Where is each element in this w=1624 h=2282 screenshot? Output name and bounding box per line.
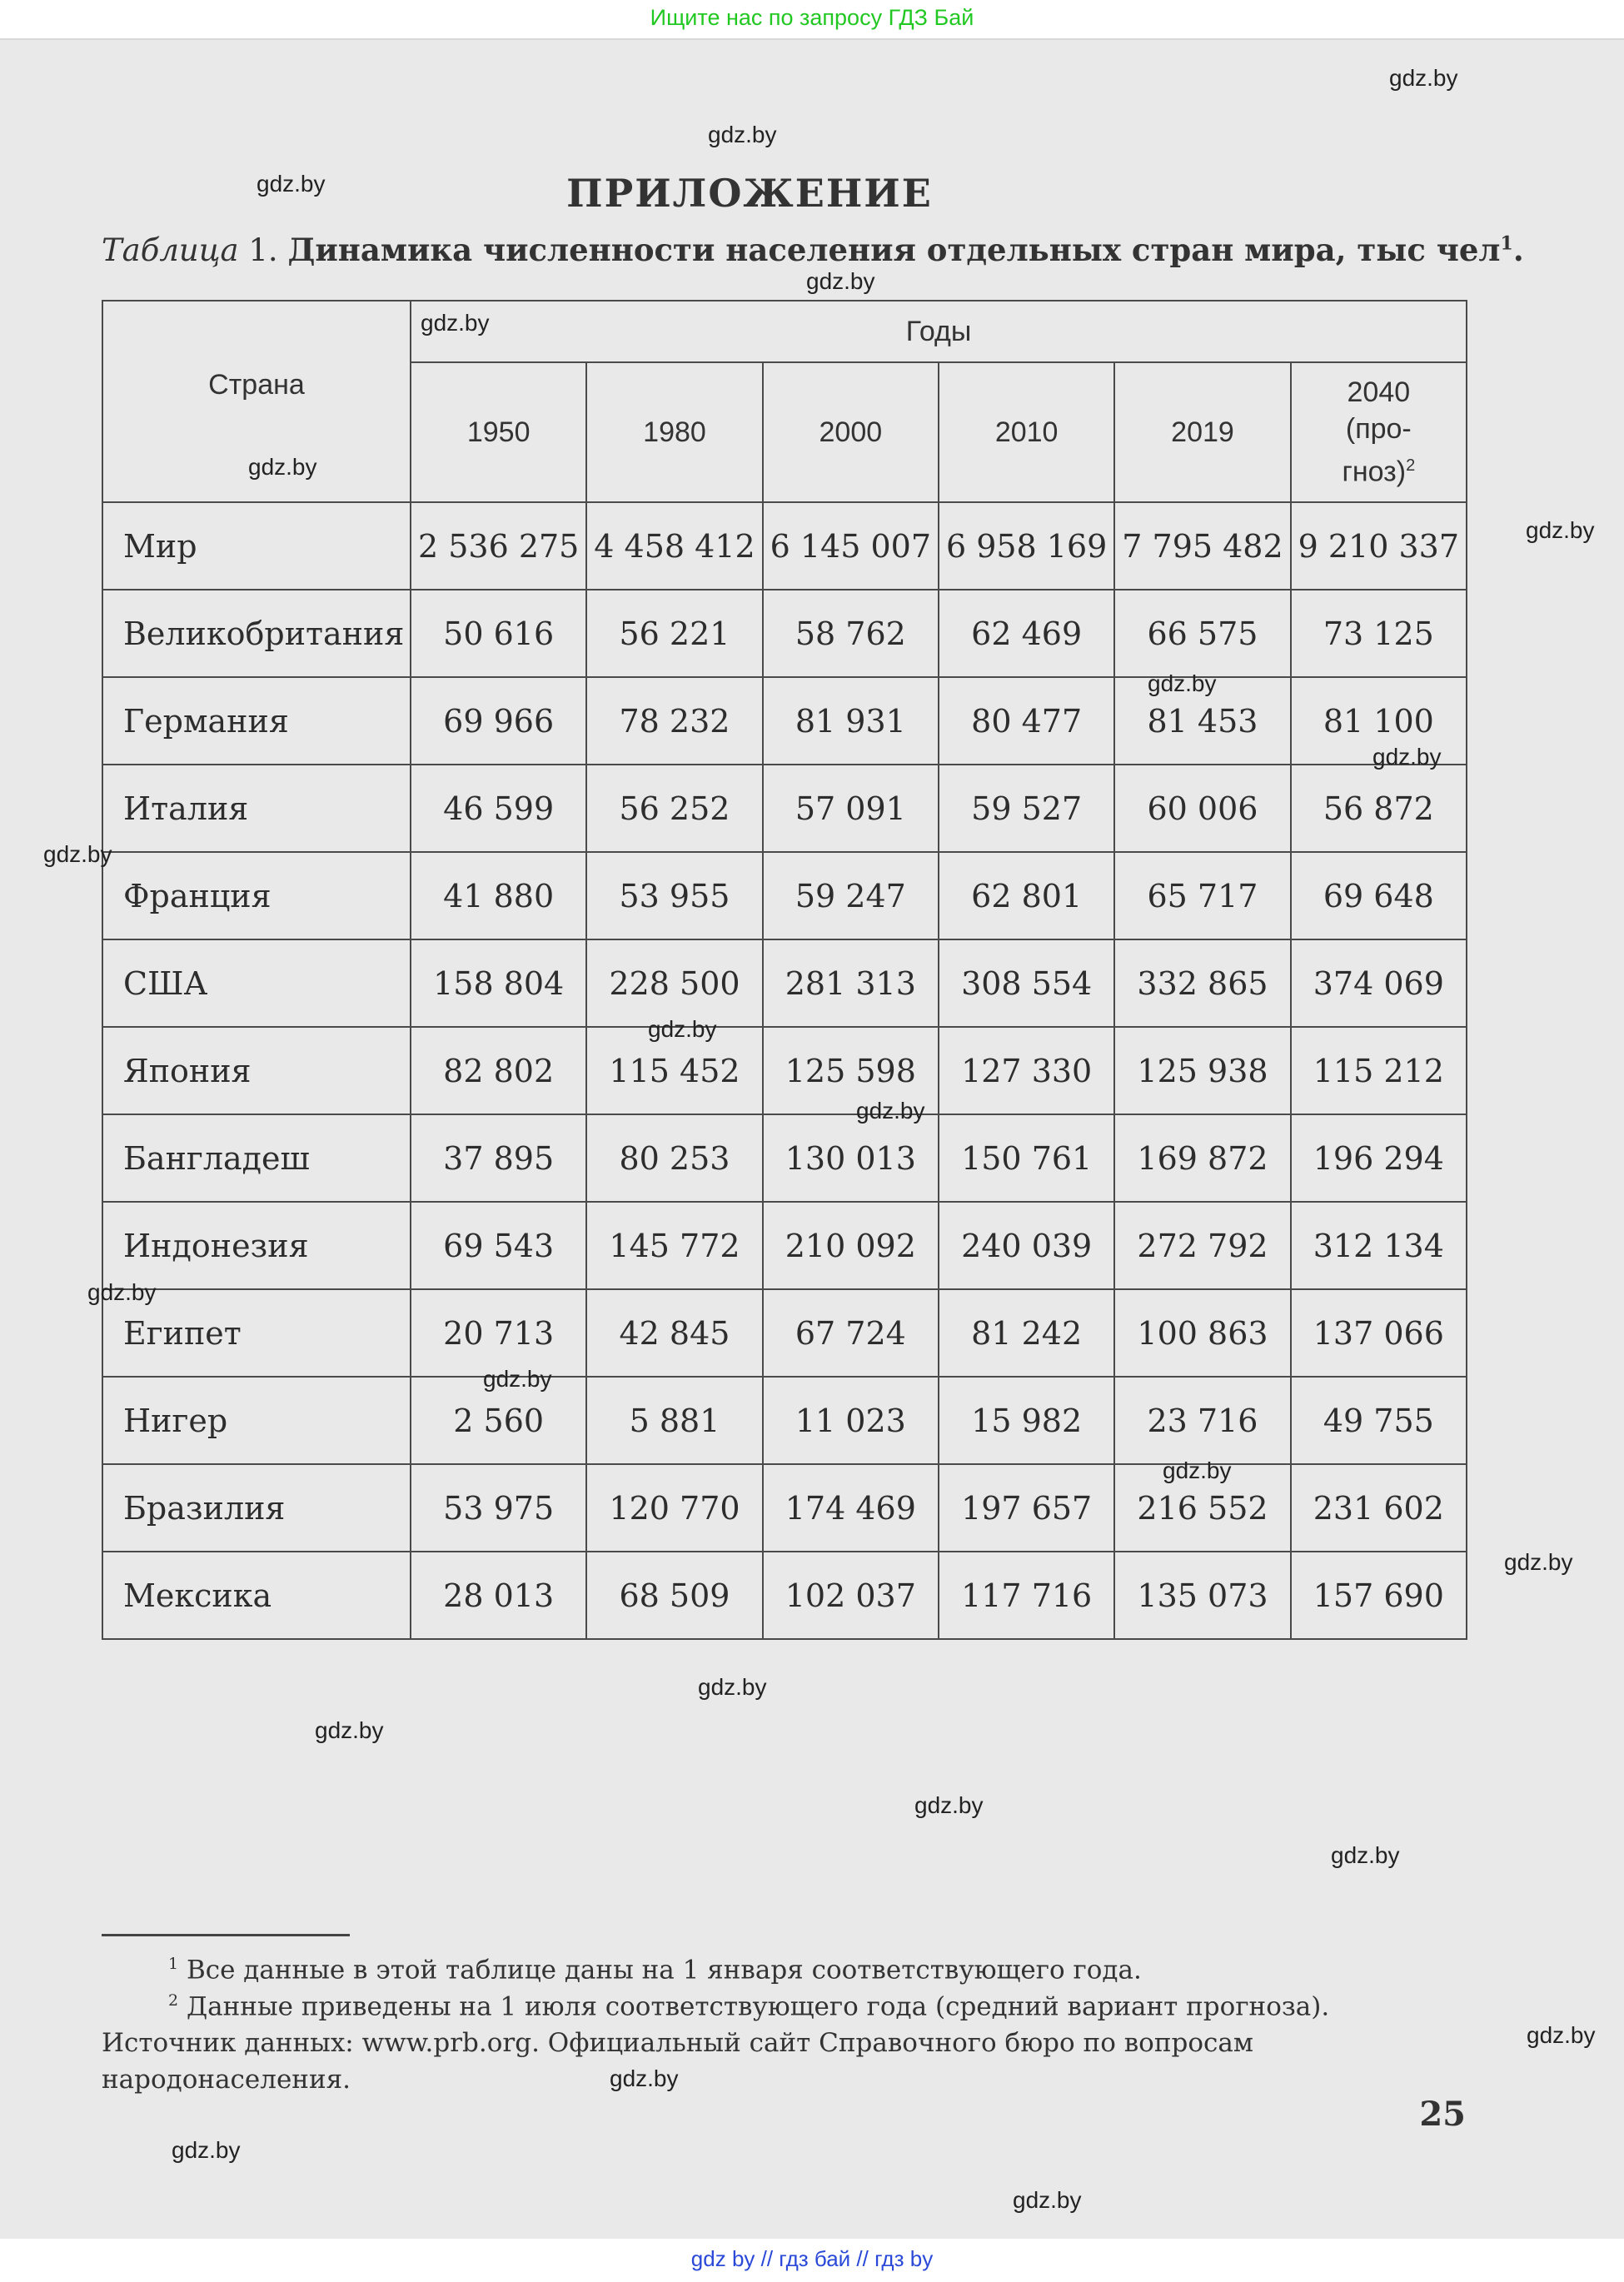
value-cell: 332 865 (1114, 939, 1290, 1027)
value-cell: 135 073 (1114, 1552, 1290, 1639)
value-cell: 81 100 (1291, 677, 1467, 765)
value-cell: 66 575 (1114, 590, 1290, 677)
watermark-text: gdz.by (708, 122, 777, 147)
value-cell: 28 013 (411, 1552, 586, 1639)
value-cell: 312 134 (1291, 1202, 1467, 1289)
value-cell: 281 313 (763, 939, 939, 1027)
value-cell: 117 716 (939, 1552, 1114, 1639)
country-cell: Германия (102, 677, 411, 765)
value-cell: 15 982 (939, 1377, 1114, 1464)
footnote-1-text: Все данные в этой таблице даны на 1 января соответствующего года. (186, 1955, 1142, 1986)
value-cell: 4 458 412 (586, 502, 762, 590)
watermark-text: gdz.by (1526, 517, 1595, 543)
value-cell: 2 560 (411, 1377, 586, 1464)
header-year-2000: 2000 (763, 362, 939, 502)
header-2040-footnote-mark: 2 (1406, 456, 1416, 476)
bottom-banner[interactable]: gdz by // гдз бай // гдз by (0, 2239, 1624, 2282)
value-cell: 81 931 (763, 677, 939, 765)
caption-text: Динамика численности населения отдельных стран мира, тыс чел (287, 232, 1501, 268)
value-cell: 150 761 (939, 1114, 1114, 1202)
table-row (102, 677, 1467, 765)
value-cell: 56 221 (586, 590, 762, 677)
table-row (102, 590, 1467, 677)
value-cell: 82 802 (411, 1027, 586, 1114)
value-cell: 62 801 (939, 852, 1114, 939)
caption-label: Таблица (102, 232, 239, 268)
value-cell: 2 536 275 (411, 502, 586, 590)
country-cell: Франция (102, 852, 411, 939)
value-cell: 65 717 (1114, 852, 1290, 939)
table-row (102, 1552, 1467, 1639)
footnote-2-mark: 2 (168, 1991, 179, 2010)
value-cell: 5 881 (586, 1377, 762, 1464)
watermark-text: gdz.by (172, 2137, 241, 2163)
table-row (102, 1114, 1467, 1202)
value-cell: 53 975 (411, 1464, 586, 1552)
value-cell: 41 880 (411, 852, 586, 939)
value-cell: 62 469 (939, 590, 1114, 677)
value-cell: 53 955 (586, 852, 762, 939)
value-cell: 216 552 (1114, 1464, 1290, 1552)
value-cell: 174 469 (763, 1464, 939, 1552)
value-cell: 120 770 (586, 1464, 762, 1552)
table-row (102, 502, 1467, 590)
value-cell: 67 724 (763, 1289, 939, 1377)
value-cell: 59 247 (763, 852, 939, 939)
footnote-2 (102, 1982, 1467, 2098)
table-row (102, 765, 1467, 852)
country-cell: Бразилия (102, 1464, 411, 1552)
value-cell: 228 500 (586, 939, 762, 1027)
watermark-text: gdz.by (87, 1279, 157, 1305)
value-cell: 308 554 (939, 939, 1114, 1027)
value-cell: 157 690 (1291, 1552, 1467, 1639)
value-cell: 42 845 (586, 1289, 762, 1377)
value-cell: 58 762 (763, 590, 939, 677)
value-cell: 374 069 (1291, 939, 1467, 1027)
header-year-2019: 2019 (1114, 362, 1290, 502)
country-cell: Италия (102, 765, 411, 852)
value-cell: 100 863 (1114, 1289, 1290, 1377)
header-country: Страна (102, 301, 411, 502)
header-year-2040 (1291, 362, 1467, 502)
country-cell: Индонезия (102, 1202, 411, 1289)
watermark-text: gdz.by (421, 310, 490, 336)
watermark-text: gdz.by (1504, 1549, 1573, 1575)
value-cell: 57 091 (763, 765, 939, 852)
value-cell: 240 039 (939, 1202, 1114, 1289)
header-2040-line2: (про- (1345, 413, 1412, 446)
header-years-group: Годы (411, 301, 1467, 362)
table-caption (102, 232, 1524, 268)
value-cell: 49 755 (1291, 1377, 1467, 1464)
watermark-text: gdz.by (648, 1016, 717, 1042)
header-year-1950: 1950 (411, 362, 586, 502)
value-cell: 6 145 007 (763, 502, 939, 590)
population-table (102, 300, 1467, 1640)
value-cell: 59 527 (939, 765, 1114, 852)
value-cell: 231 602 (1291, 1464, 1467, 1552)
watermark-text: gdz.by (1163, 1457, 1232, 1483)
table-row (102, 1289, 1467, 1377)
value-cell: 115 212 (1291, 1027, 1467, 1114)
watermark-text: gdz.by (248, 454, 317, 480)
table-row (102, 1377, 1467, 1464)
country-cell: Нигер (102, 1377, 411, 1464)
header-year-1980: 1980 (586, 362, 762, 502)
country-cell: Мир (102, 502, 411, 590)
value-cell: 80 477 (939, 677, 1114, 765)
watermark-text: gdz.by (257, 171, 326, 197)
value-cell: 125 598 (763, 1027, 939, 1114)
footnote-rule (102, 1934, 350, 1936)
watermark-text: gdz.by (1013, 2187, 1082, 2213)
value-cell: 81 242 (939, 1289, 1114, 1377)
country-cell: Мексика (102, 1552, 411, 1639)
watermark-text: gdz.by (914, 1792, 984, 1818)
value-cell: 50 616 (411, 590, 586, 677)
value-cell: 11 023 (763, 1377, 939, 1464)
watermark-text: gdz.by (806, 268, 875, 294)
watermark-text: gdz.by (1331, 1842, 1400, 1868)
country-cell: Бангладеш (102, 1114, 411, 1202)
value-cell: 37 895 (411, 1114, 586, 1202)
table-row (102, 1202, 1467, 1289)
header-year-2010: 2010 (939, 362, 1114, 502)
top-banner[interactable]: Ищите нас по запросу ГДЗ Бай (0, 0, 1624, 40)
value-cell: 9 210 337 (1291, 502, 1467, 590)
watermark-text: gdz.by (315, 1717, 384, 1743)
watermark-text: gdz.by (1148, 670, 1217, 696)
country-cell: Великобритания (102, 590, 411, 677)
caption-number: 1. (248, 232, 278, 268)
watermark-text: gdz.by (1372, 744, 1442, 770)
value-cell: 56 872 (1291, 765, 1467, 852)
value-cell: 197 657 (939, 1464, 1114, 1552)
table-row (102, 1027, 1467, 1114)
value-cell: 115 452 (586, 1027, 762, 1114)
value-cell: 60 006 (1114, 765, 1290, 852)
page-number: 25 (1419, 2095, 1466, 2134)
watermark-text: gdz.by (1389, 65, 1458, 91)
value-cell: 69 966 (411, 677, 586, 765)
table-row (102, 1464, 1467, 1552)
value-cell: 80 253 (586, 1114, 762, 1202)
value-cell: 78 232 (586, 677, 762, 765)
value-cell: 46 599 (411, 765, 586, 852)
header-2040-line3: гноз)$^2$ (1342, 456, 1416, 488)
value-cell: 69 648 (1291, 852, 1467, 939)
header-2040-year: 2040 (1347, 376, 1411, 409)
caption-end: . (1512, 232, 1524, 268)
watermark-text: gdz.by (698, 1674, 767, 1700)
value-cell: 102 037 (763, 1552, 939, 1639)
watermark-text: gdz.by (856, 1098, 925, 1124)
watermark-text: gdz.by (483, 1366, 552, 1392)
value-cell: 68 509 (586, 1552, 762, 1639)
value-cell: 130 013 (763, 1114, 939, 1202)
value-cell: 56 252 (586, 765, 762, 852)
table-row (102, 852, 1467, 939)
country-cell: Египет (102, 1289, 411, 1377)
footnote-1-mark: 1 (168, 1955, 179, 1973)
value-cell: 69 543 (411, 1202, 586, 1289)
table-row (102, 939, 1467, 1027)
value-cell: 127 330 (939, 1027, 1114, 1114)
watermark-text: gdz.by (610, 2065, 679, 2091)
value-cell: 210 092 (763, 1202, 939, 1289)
watermark-text: gdz.by (1527, 2022, 1596, 2048)
value-cell: 158 804 (411, 939, 586, 1027)
country-cell: Япония (102, 1027, 411, 1114)
value-cell: 169 872 (1114, 1114, 1290, 1202)
value-cell: 196 294 (1291, 1114, 1467, 1202)
value-cell: 7 795 482 (1114, 502, 1290, 590)
value-cell: 23 716 (1114, 1377, 1290, 1464)
value-cell: 137 066 (1291, 1289, 1467, 1377)
footnote-2-text: Данные приведены на 1 июля соответствующего года (средний вариант прогноза). Источник данных: www.prb.org. Официальный сайт Справочного бюро по вопросам народонаселения. (102, 1991, 1330, 2095)
value-cell: 6 958 169 (939, 502, 1114, 590)
value-cell: 125 938 (1114, 1027, 1290, 1114)
watermark-text: gdz.by (43, 841, 112, 867)
value-cell: 20 713 (411, 1289, 586, 1377)
caption-footnote-mark: 1 (1500, 232, 1513, 255)
page-title: ПРИЛОЖЕНИЕ (566, 171, 933, 216)
country-cell: США (102, 939, 411, 1027)
value-cell: 145 772 (586, 1202, 762, 1289)
value-cell: 272 792 (1114, 1202, 1290, 1289)
value-cell: 73 125 (1291, 590, 1467, 677)
value-cell: 81 453 (1114, 677, 1290, 765)
